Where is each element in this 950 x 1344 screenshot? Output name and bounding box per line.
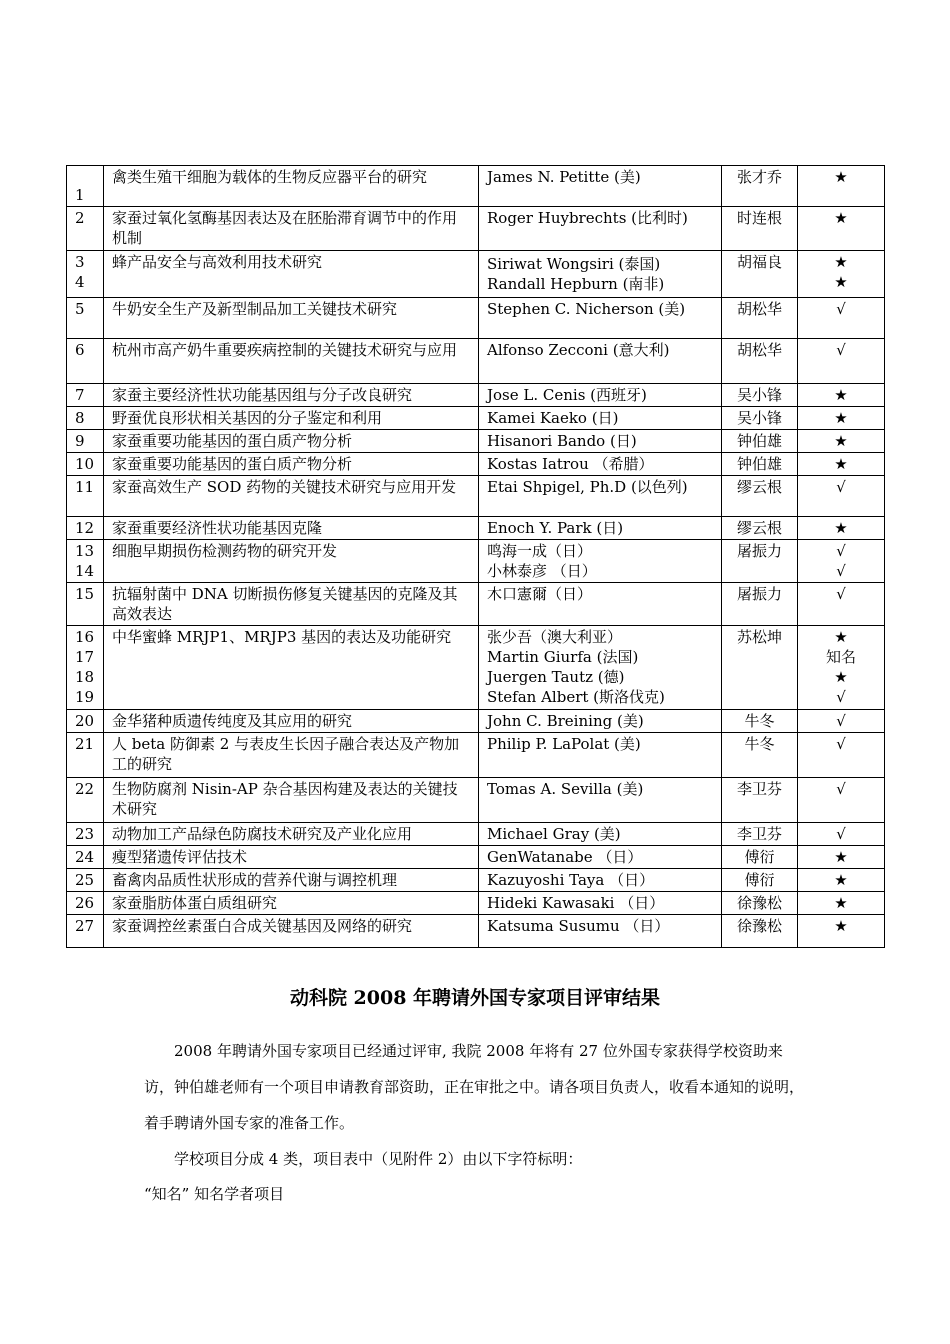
row-number-line: 1 — [75, 186, 85, 204]
category-mark — [798, 583, 885, 626]
expert-name-line: Alfonso Zecconi (意大利) — [487, 341, 670, 359]
expert-name-line: Kostas Iatrou （希腊） — [487, 455, 654, 473]
row-number-line: 3 — [75, 253, 85, 271]
expert-name — [479, 453, 722, 476]
expert-name-line: Kazuyoshi Taya （日） — [487, 871, 655, 889]
row-number-line: 21 — [75, 735, 95, 753]
expert-name-line: Stefan Albert (斯洛伐克) — [487, 688, 665, 706]
category-mark-line: √ — [836, 542, 846, 560]
expert-name-line: Jose L. Cenis (西班牙) — [487, 386, 647, 404]
expert-name — [479, 915, 722, 948]
expert-name-line: Etai Shpigel, Ph.D (以色列) — [487, 478, 688, 496]
project-leader: 胡松华 — [722, 339, 798, 384]
row-number — [67, 540, 104, 583]
expert-name-line: Martin Giurfa (法国) — [487, 648, 639, 666]
project-title: 抗辐射菌中 DNA 切断损伤修复关键基因的克隆及其高效表达 — [104, 583, 479, 626]
category-mark-line: ★ — [834, 455, 848, 473]
project-title: 家蚕主要经济性状功能基因组与分子改良研究 — [104, 384, 479, 407]
table-row — [67, 384, 885, 407]
category-mark-line: ★ — [834, 848, 848, 866]
project-leader: 时连根 — [722, 207, 798, 251]
project-title: 牛奶安全生产及新型制品加工关键技术研究 — [104, 298, 479, 339]
project-title: 蜂产品安全与高效利用技术研究 — [104, 251, 479, 298]
page-heading: 动科院 2008 年聘请外国专家项目评审结果 — [289, 987, 661, 1009]
expert-name-line: Stephen C. Nicherson (美) — [487, 300, 686, 318]
row-number-line: 24 — [75, 848, 95, 866]
expert-name-line: 张少吾（澳大利亚） — [487, 628, 623, 646]
category-mark — [798, 626, 885, 710]
expert-name-line: Kamei Kaeko (日) — [487, 409, 619, 427]
project-title: 金华猪种质遗传纯度及其应用的研究 — [104, 710, 479, 733]
table-row — [67, 540, 885, 583]
row-number-line: 23 — [75, 825, 95, 843]
project-title: 野蚕优良形状相关基因的分子鉴定和利用 — [104, 407, 479, 430]
row-number-line: 19 — [75, 688, 95, 706]
project-leader: 徐豫松 — [722, 915, 798, 948]
project-title: 禽类生殖干细胞为载体的生物反应器平台的研究 — [104, 166, 479, 207]
expert-name-line: James N. Petitte (美) — [487, 168, 641, 186]
row-number — [67, 251, 104, 298]
row-number — [67, 517, 104, 540]
row-number — [67, 733, 104, 778]
project-leader: 胡福良 — [722, 251, 798, 298]
expert-name-line: 鸣海一成（日） — [487, 542, 593, 560]
category-mark-line: √ — [836, 562, 846, 580]
project-title: 家蚕脂肪体蛋白质组研究 — [104, 892, 479, 915]
expert-name — [479, 626, 722, 710]
category-mark-line: ★ — [834, 409, 848, 427]
project-table-body — [67, 166, 885, 948]
expert-name — [479, 583, 722, 626]
category-mark — [798, 407, 885, 430]
category-mark-line: √ — [836, 478, 846, 496]
row-number-line: 12 — [75, 519, 95, 537]
table-row — [67, 207, 885, 251]
row-number-line: 15 — [75, 585, 95, 603]
table-row — [67, 846, 885, 869]
category-mark — [798, 733, 885, 778]
row-number — [67, 846, 104, 869]
category-mark — [798, 823, 885, 846]
category-mark-line: √ — [836, 341, 846, 359]
table-row — [67, 823, 885, 846]
project-title: 细胞早期损伤检测药物的研究开发 — [104, 540, 479, 583]
category-mark — [798, 778, 885, 823]
row-number — [67, 207, 104, 251]
row-number-line: 14 — [75, 562, 95, 580]
category-mark — [798, 430, 885, 453]
expert-name — [479, 407, 722, 430]
expert-name-line: Michael Gray (美) — [487, 825, 621, 843]
row-number — [67, 298, 104, 339]
project-title: 动物加工产品绿色防腐技术研究及产业化应用 — [104, 823, 479, 846]
row-number — [67, 583, 104, 626]
expert-name-line: John C. Breining (美) — [487, 712, 644, 730]
row-number-line: 26 — [75, 894, 95, 912]
category-mark-line: √ — [836, 688, 846, 706]
expert-name — [479, 251, 722, 298]
table-row — [67, 869, 885, 892]
project-leader: 徐豫松 — [722, 892, 798, 915]
project-table — [66, 165, 885, 948]
row-number — [67, 339, 104, 384]
table-row — [67, 733, 885, 778]
expert-name-line: Katsuma Susumu （日） — [487, 917, 670, 935]
category-mark-line: ★ — [834, 168, 848, 186]
category-mark — [798, 846, 885, 869]
row-number-line: 13 — [75, 542, 95, 560]
table-row — [67, 915, 885, 948]
category-mark-line: ★ — [834, 432, 848, 450]
project-leader: 李卫芬 — [722, 823, 798, 846]
category-mark-line: √ — [836, 825, 846, 843]
category-mark-line: ★ — [834, 273, 848, 291]
row-number-line: 2 — [75, 209, 85, 227]
row-number — [67, 869, 104, 892]
project-title: 中华蜜蜂 MRJP1、MRJP3 基因的表达及功能研究 — [104, 626, 479, 710]
row-number — [67, 430, 104, 453]
project-leader: 李卫芬 — [722, 778, 798, 823]
row-number-line: 25 — [75, 871, 95, 889]
expert-name-line: Siriwat Wongsiri (泰国) — [487, 255, 661, 273]
table-row — [67, 710, 885, 733]
expert-name — [479, 339, 722, 384]
category-mark — [798, 453, 885, 476]
project-leader: 吴小锋 — [722, 384, 798, 407]
project-title: 杭州市高产奶牛重要疾病控制的关键技术研究与应用 — [104, 339, 479, 384]
expert-name — [479, 384, 722, 407]
category-mark — [798, 339, 885, 384]
expert-name — [479, 823, 722, 846]
expert-name — [479, 517, 722, 540]
category-mark-line: √ — [836, 735, 846, 753]
project-title: 畜禽肉品质性状形成的营养代谢与调控机理 — [104, 869, 479, 892]
intro-paragraph: 2008 年聘请外国专家项目已经通过评审, 我院 2008 年将有 27 位外国专家获得学校资助来访，钟伯雄老师有一个项目申请教育部资助，正在审批之中。请各项目负责人，收看本通知的说明，着手聘请外国专家的准备工作。 — [144, 1042, 805, 1132]
row-number — [67, 892, 104, 915]
project-title: 家蚕重要功能基因的蛋白质产物分析 — [104, 430, 479, 453]
category-mark — [798, 710, 885, 733]
category-mark — [798, 166, 885, 207]
row-number-line: 11 — [75, 478, 95, 496]
expert-name — [479, 207, 722, 251]
table-row — [67, 407, 885, 430]
expert-name-line: Hisanori Bando (日) — [487, 432, 637, 450]
table-row — [67, 778, 885, 823]
expert-name-line: Randall Hepburn (南非) — [487, 275, 665, 293]
expert-name — [479, 540, 722, 583]
project-leader: 屠振力 — [722, 583, 798, 626]
expert-name-line: GenWatanabe （日） — [487, 848, 643, 866]
row-number — [67, 915, 104, 948]
category-mark — [798, 915, 885, 948]
expert-name — [479, 476, 722, 517]
table-row — [67, 430, 885, 453]
expert-name-line: Juergen Tautz (德) — [487, 668, 625, 686]
category-mark-line: √ — [836, 780, 846, 798]
project-title: 家蚕高效生产 SOD 药物的关键技术研究与应用开发 — [104, 476, 479, 517]
expert-name-line: Roger Huybrechts (比利时) — [487, 209, 688, 227]
row-number — [67, 710, 104, 733]
table-row — [67, 453, 885, 476]
project-leader: 胡松华 — [722, 298, 798, 339]
category-mark-line: ★ — [834, 917, 848, 935]
table-row — [67, 298, 885, 339]
row-number-line: 8 — [75, 409, 85, 427]
category-mark-line: ★ — [834, 668, 848, 686]
project-leader: 张才乔 — [722, 166, 798, 207]
category-mark — [798, 869, 885, 892]
expert-name — [479, 298, 722, 339]
project-title: 瘦型猪遗传评估技术 — [104, 846, 479, 869]
table-row — [67, 166, 885, 207]
category-mark-line: √ — [836, 585, 846, 603]
project-leader: 牛冬 — [722, 733, 798, 778]
category-mark — [798, 384, 885, 407]
category-mark — [798, 892, 885, 915]
row-number — [67, 476, 104, 517]
project-leader: 钟伯雄 — [722, 430, 798, 453]
category-mark — [798, 298, 885, 339]
category-mark-line: ★ — [834, 209, 848, 227]
row-number-line: 16 — [75, 628, 95, 646]
row-number-line: 20 — [75, 712, 95, 730]
expert-name — [479, 869, 722, 892]
project-leader: 牛冬 — [722, 710, 798, 733]
expert-name-line: 木口憲爾（日） — [487, 585, 593, 603]
category-mark — [798, 207, 885, 251]
expert-name — [479, 892, 722, 915]
expert-name-line: 小林泰彦 （日） — [487, 562, 597, 580]
project-leader: 缪云根 — [722, 476, 798, 517]
project-title: 家蚕调控丝素蛋白合成关键基因及网络的研究 — [104, 915, 479, 948]
project-leader: 傅衍 — [722, 846, 798, 869]
project-leader: 缪云根 — [722, 517, 798, 540]
table-row — [67, 517, 885, 540]
project-leader: 傅衍 — [722, 869, 798, 892]
category-mark-line: √ — [836, 712, 846, 730]
row-number-line: 9 — [75, 432, 85, 450]
expert-name-line: Enoch Y. Park (日) — [487, 519, 624, 537]
category-mark — [798, 540, 885, 583]
expert-name-line: Hideki Kawasaki （日） — [487, 894, 665, 912]
expert-name — [479, 733, 722, 778]
table-row — [67, 339, 885, 384]
expert-name — [479, 710, 722, 733]
table-row — [67, 892, 885, 915]
row-number — [67, 778, 104, 823]
category-paragraph: 学校项目分成 4 类，项目表中（见附件 2）由以下字符标明： — [174, 1150, 583, 1168]
table-row — [67, 476, 885, 517]
project-leader: 苏松坤 — [722, 626, 798, 710]
row-number-line: 5 — [75, 300, 85, 318]
project-leader: 屠振力 — [722, 540, 798, 583]
row-number — [67, 626, 104, 710]
category-mark-line: √ — [836, 300, 846, 318]
project-title: 人 beta 防御素 2 与表皮生长因子融合表达及产物加工的研究 — [104, 733, 479, 778]
expert-name — [479, 430, 722, 453]
table-row — [67, 626, 885, 710]
category-mark-line: ★ — [834, 519, 848, 537]
expert-name-line: Philip P. LaPolat (美) — [487, 735, 641, 753]
row-number-line: 6 — [75, 341, 85, 359]
row-number-line: 22 — [75, 780, 95, 798]
category-mark-line: 知名 — [825, 648, 856, 666]
category-mark-line: ★ — [834, 253, 848, 271]
row-number-line: 4 — [75, 273, 85, 291]
row-number — [67, 166, 104, 207]
category-mark — [798, 517, 885, 540]
category-mark-line: ★ — [834, 386, 848, 404]
expert-name — [479, 778, 722, 823]
expert-name — [479, 846, 722, 869]
table-row — [67, 583, 885, 626]
row-number-line: 18 — [75, 668, 95, 686]
row-number — [67, 384, 104, 407]
category-mark-line: ★ — [834, 894, 848, 912]
row-number — [67, 453, 104, 476]
row-number — [67, 823, 104, 846]
category-mark-line: ★ — [834, 871, 848, 889]
category-mark — [798, 251, 885, 298]
row-number-line: 10 — [75, 455, 95, 473]
table-row — [67, 251, 885, 298]
row-number-line: 27 — [75, 917, 95, 935]
expert-name — [479, 166, 722, 207]
legend-note: “知名” 知名学者项目 — [144, 1185, 285, 1203]
row-number-line: 17 — [75, 648, 95, 666]
category-mark — [798, 476, 885, 517]
project-title: 家蚕过氧化氢酶基因表达及在胚胎滞育调节中的作用机制 — [104, 207, 479, 251]
project-title: 生物防腐剂 Nisin-AP 杂合基因构建及表达的关键技术研究 — [104, 778, 479, 823]
expert-name-line: Tomas A. Sevilla (美) — [487, 780, 644, 798]
project-title: 家蚕重要功能基因的蛋白质产物分析 — [104, 453, 479, 476]
row-number-line: 7 — [75, 386, 85, 404]
project-leader: 钟伯雄 — [722, 453, 798, 476]
row-number — [67, 407, 104, 430]
project-title: 家蚕重要经济性状功能基因克隆 — [104, 517, 479, 540]
category-mark-line: ★ — [834, 628, 848, 646]
project-leader: 吴小锋 — [722, 407, 798, 430]
